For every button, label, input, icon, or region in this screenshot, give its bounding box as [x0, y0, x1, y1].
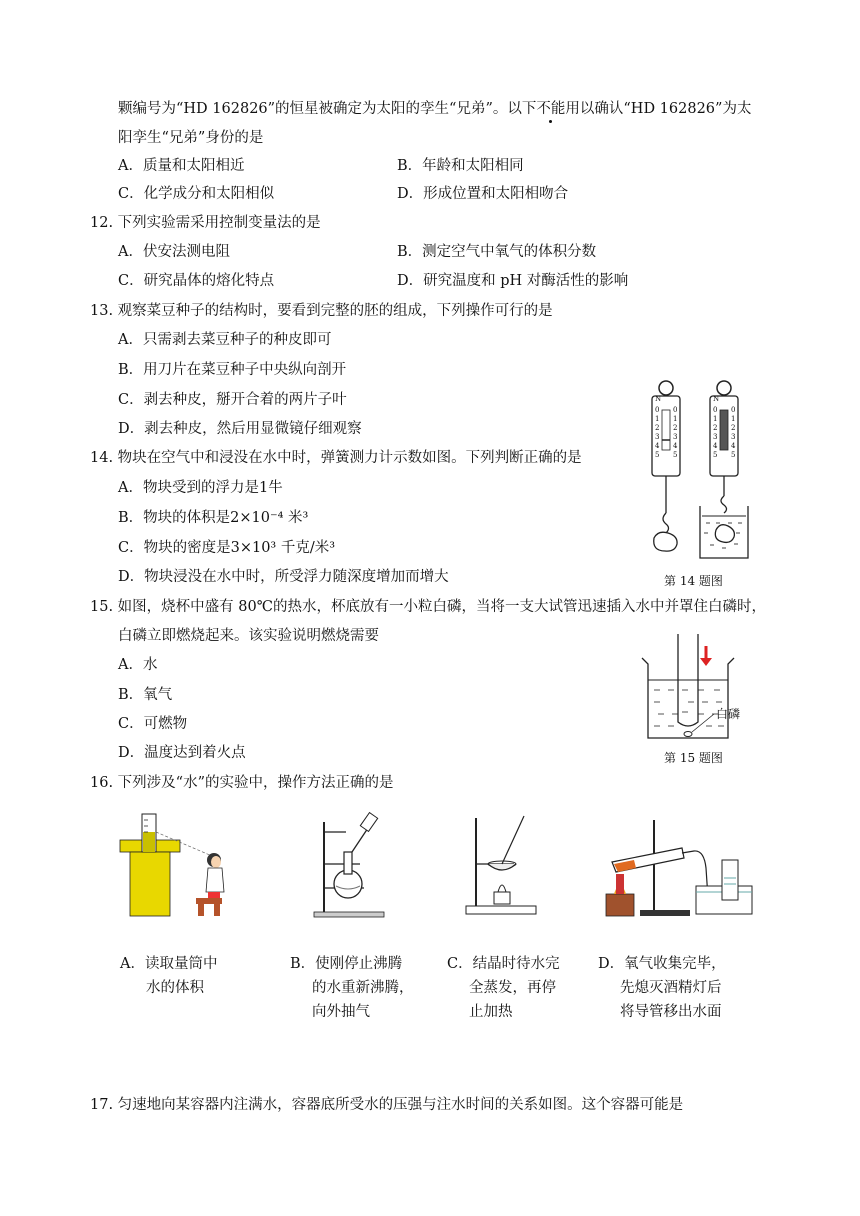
q13-option-c[interactable]: C．剥去种皮，掰开合着的两片子叶 — [118, 392, 347, 408]
q16-choice-b-line2: 的水重新沸腾， — [312, 980, 414, 996]
q14-scale-tick-label: 5 — [731, 451, 736, 459]
q11-line1-text-a: 颗编号为“HD 162826”的恒星被确定为太阳的孪生“兄弟”。以下 — [118, 101, 537, 117]
q15-option-d[interactable]: D．温度达到着火点 — [118, 745, 246, 761]
q16-choice-c-line1: C．结晶时待水完 — [447, 956, 560, 972]
q17-stem: 17. 匀速地向某容器内注满水，容器底所受水的压强与注水时间的关系如图。这个容器可能是 — [90, 1097, 684, 1113]
spring-scale-water — [700, 381, 748, 558]
q14-scale-tick-label: 0 — [655, 406, 660, 414]
q14-option-b[interactable]: B．物块的体积是2×10⁻⁴ 米³ — [118, 510, 309, 526]
q14-scale-tick-label: 3 — [713, 433, 718, 441]
q16-choice-d[interactable] — [598, 952, 748, 1024]
q14-scale-tick-label: 2 — [731, 424, 736, 432]
q14-scale-tick-label: 1 — [731, 415, 736, 423]
q14-scale-tick-label: 5 — [655, 451, 660, 459]
q16-choice-c[interactable] — [447, 952, 587, 1024]
q14-figure-caption: 第 14 题图 — [664, 574, 723, 588]
q12-option-a[interactable]: A．伏安法测电阻 — [118, 244, 230, 260]
q14-option-a[interactable]: A．物块受到的浮力是1牛 — [118, 480, 283, 496]
q14-scale-unit-right: N — [713, 395, 720, 403]
q12-option-b[interactable]: B．测定空气中氧气的体积分数 — [397, 244, 597, 260]
q14-scale-tick-label: 3 — [731, 433, 736, 441]
q11-line1-text-b: 用以确认“HD 162826”为太 — [565, 101, 752, 117]
q14-scale-tick-label: 3 — [655, 433, 660, 441]
q16-image-d-oxygen-collection — [604, 818, 754, 918]
q14-scale-tick-label: 3 — [673, 433, 678, 441]
q12-option-c[interactable]: C．研究晶体的熔化特点 — [118, 273, 275, 289]
q14-scale-tick-label: 5 — [673, 451, 678, 459]
q13-stem: 13. 观察菜豆种子的结构时，要看到完整的胚的组成，下列操作可行的是 — [90, 303, 553, 319]
q13-option-b[interactable]: B．用刀片在菜豆种子中央纵向剖开 — [118, 362, 347, 378]
q14-scale-tick-label: 4 — [673, 442, 678, 450]
q14-scale-tick-label: 4 — [731, 442, 736, 450]
q14-scale-tick-label: 4 — [655, 442, 660, 450]
q14-scale-tick-label: 0 — [713, 406, 718, 414]
q11-line1 — [118, 99, 751, 119]
q16-choice-b-line1: B．使刚停止沸腾 — [290, 956, 403, 972]
q16-image-b-flask — [310, 812, 390, 918]
q11-line2: 阳孪生“兄弟”身份的是 — [118, 130, 264, 146]
q14-scale-tick-label: 5 — [713, 451, 718, 459]
q16-stem: 16. 下列涉及“水”的实验中，操作方法正确的是 — [90, 775, 394, 791]
q15-option-a[interactable]: A．水 — [118, 657, 158, 673]
q16-choice-b-line3: 向外抽气 — [312, 1004, 370, 1020]
q11-option-b[interactable]: B．年龄和太阳相同 — [397, 158, 524, 174]
q13-option-d[interactable]: D．剥去种皮，然后用显微镜仔细观察 — [118, 421, 362, 437]
q14-stem: 14. 物块在空气中和浸没在水中时，弹簧测力计示数如图。下列判断正确的是 — [90, 450, 582, 466]
q15-stem-line2: 白磷立即燃烧起来。该实验说明燃烧需要 — [118, 628, 379, 644]
q14-scale-tick-label: 1 — [655, 415, 660, 423]
q11-option-c[interactable]: C．化学成分和太阳相似 — [118, 186, 275, 202]
q16-choice-d-line3: 将导管移出水面 — [620, 1004, 722, 1020]
q16-choice-d-line2: 先熄灭酒精灯后 — [620, 980, 722, 996]
q13-option-a[interactable]: A．只需剥去菜豆种子的种皮即可 — [118, 332, 332, 348]
q14-scale-tick-label: 2 — [713, 424, 718, 432]
q16-image-c-evaporation — [462, 812, 542, 918]
q14-scale-tick-label: 2 — [655, 424, 660, 432]
q14-scale-tick-label: 4 — [713, 442, 718, 450]
q11-option-a[interactable]: A．质量和太阳相近 — [118, 158, 245, 174]
q16-choice-a-line1: A．读取量筒中 — [120, 956, 218, 972]
q15-figure-caption: 第 15 题图 — [664, 751, 723, 765]
q14-scale-tick-label: 1 — [713, 415, 718, 423]
q15-option-c[interactable]: C．可燃物 — [118, 716, 188, 732]
q16-image-a-cylinder — [120, 810, 230, 918]
q15-beaker-figure — [640, 628, 750, 743]
q11-emphasis-text: 不能 — [536, 101, 566, 117]
q12-stem: 12. 下列实验需采用控制变量法的是 — [90, 215, 321, 231]
q14-scale-tick-label: 1 — [673, 415, 678, 423]
q14-option-c[interactable]: C．物块的密度是3×10³ 千克/米³ — [118, 540, 336, 556]
q12-option-d[interactable]: D．研究温度和 pH 对酶活性的影响 — [397, 273, 629, 289]
q16-choice-c-line3: 止加热 — [469, 1004, 513, 1020]
q15-white-phosphorus-label: 白磷 — [716, 707, 741, 721]
q14-scale-tick-label: 0 — [731, 406, 736, 414]
q15-option-b[interactable]: B．氧气 — [118, 687, 173, 703]
q14-scale-tick-label: 2 — [673, 424, 678, 432]
q14-scale-tick-label: 0 — [673, 406, 678, 414]
q15-stem-line1: 15. 如图，烧杯中盛有 80℃的热水，杯底放有一小粒白磷，当将一支大试管迅速插入水中并罩住白磷时， — [90, 599, 766, 615]
q16-choice-b[interactable] — [290, 952, 430, 1024]
q14-option-d[interactable]: D．物块浸没在水中时，所受浮力随深度增加而增大 — [118, 569, 449, 585]
q16-choice-a[interactable] — [120, 952, 290, 1000]
q16-choice-d-line1: D．氧气收集完毕， — [598, 956, 726, 972]
q16-choice-c-line2: 全蒸发，再停 — [469, 980, 556, 996]
q14-scale-unit-left: N — [655, 395, 662, 403]
q16-choice-a-line2: 水的体积 — [146, 980, 204, 996]
q11-option-d[interactable]: D．形成位置和太阳相吻合 — [397, 186, 569, 202]
